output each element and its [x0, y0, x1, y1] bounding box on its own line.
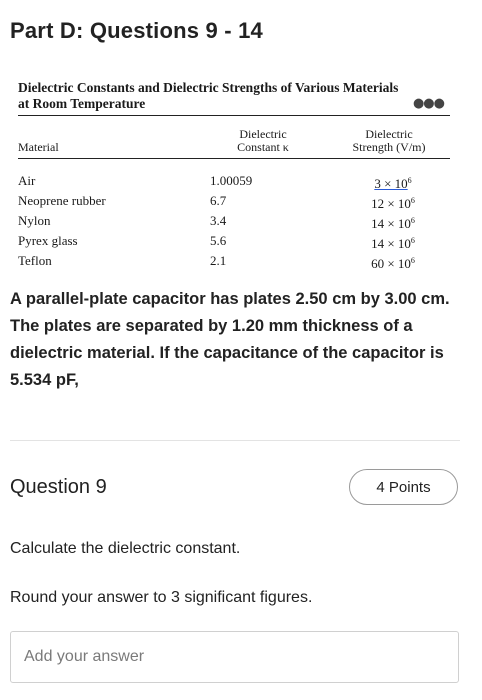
strength-exponent: 6 — [410, 196, 415, 205]
section-divider — [10, 440, 460, 441]
header-dielectric-constant — [198, 128, 328, 154]
problem-statement: A parallel-plate capacitor has plates 2.50 cm by 3.00 cm. The plates are separated by 1.20 mm thickness of a dielectric material. If the capacitance of the capacitor is 5.534 pF, — [10, 290, 450, 389]
table-row — [18, 252, 450, 272]
strength-mantissa: 14 × 10 — [371, 216, 411, 231]
section-title: Part D: Questions 9 - 14 — [10, 18, 263, 43]
cell-material: Neoprene rubber — [18, 193, 106, 208]
cell-material: Teflon — [18, 253, 52, 268]
strength-exponent: 6 — [407, 176, 412, 185]
cell-material: Air — [18, 173, 36, 188]
strength-exponent: 6 — [410, 256, 415, 265]
cell-strength — [328, 192, 450, 212]
table-body — [18, 159, 450, 272]
cell-constant: 1.00059 — [210, 173, 253, 188]
points-badge: 4 Points — [349, 469, 458, 505]
answer-input[interactable] — [10, 631, 459, 683]
cell-strength — [328, 172, 450, 192]
cell-strength — [328, 252, 450, 272]
table-row — [18, 232, 450, 252]
table-header-row — [18, 116, 450, 158]
table-title — [18, 80, 450, 112]
question-title: Question 9 — [10, 476, 107, 498]
table-row — [18, 192, 450, 212]
cell-constant: 3.4 — [210, 213, 227, 228]
cell-material: Nylon — [18, 213, 51, 228]
strength-mantissa: 12 × 10 — [371, 196, 411, 211]
table-title-line-1: Dielectric Constants and Dielectric Strengths of Various Materials — [18, 80, 399, 95]
strength-mantissa: 60 × 10 — [371, 256, 411, 271]
rounding-instruction: Round your answer to 3 significant figures. — [10, 589, 313, 606]
cell-constant: 6.7 — [210, 193, 227, 208]
dielectric-table — [18, 80, 450, 272]
header-strength-line-1: Dielectric — [365, 127, 413, 141]
strength-exponent: 6 — [410, 236, 415, 245]
strength-mantissa: 14 × 10 — [371, 236, 411, 251]
cell-constant: 5.6 — [210, 233, 227, 248]
cell-material: Pyrex glass — [18, 233, 78, 248]
ellipsis-icon[interactable]: ●●● — [412, 96, 444, 111]
table-title-line-2: at Room Temperature — [18, 96, 146, 111]
cell-strength — [328, 232, 450, 252]
cell-strength — [328, 212, 450, 232]
header-dielectric-strength — [328, 128, 450, 154]
question-prompt: Calculate the dielectric constant. — [10, 540, 241, 557]
header-constant-line-1: Dielectric — [239, 127, 287, 141]
header-material: Material — [18, 140, 59, 154]
table-row — [18, 172, 450, 192]
header-strength-line-2: Strength (V/m) — [352, 140, 426, 154]
strength-exponent: 6 — [410, 216, 415, 225]
cell-constant: 2.1 — [210, 253, 227, 268]
table-row — [18, 212, 450, 232]
header-constant-line-2: Constant κ — [237, 140, 289, 154]
strength-mantissa: 3 × 10 — [374, 176, 408, 191]
